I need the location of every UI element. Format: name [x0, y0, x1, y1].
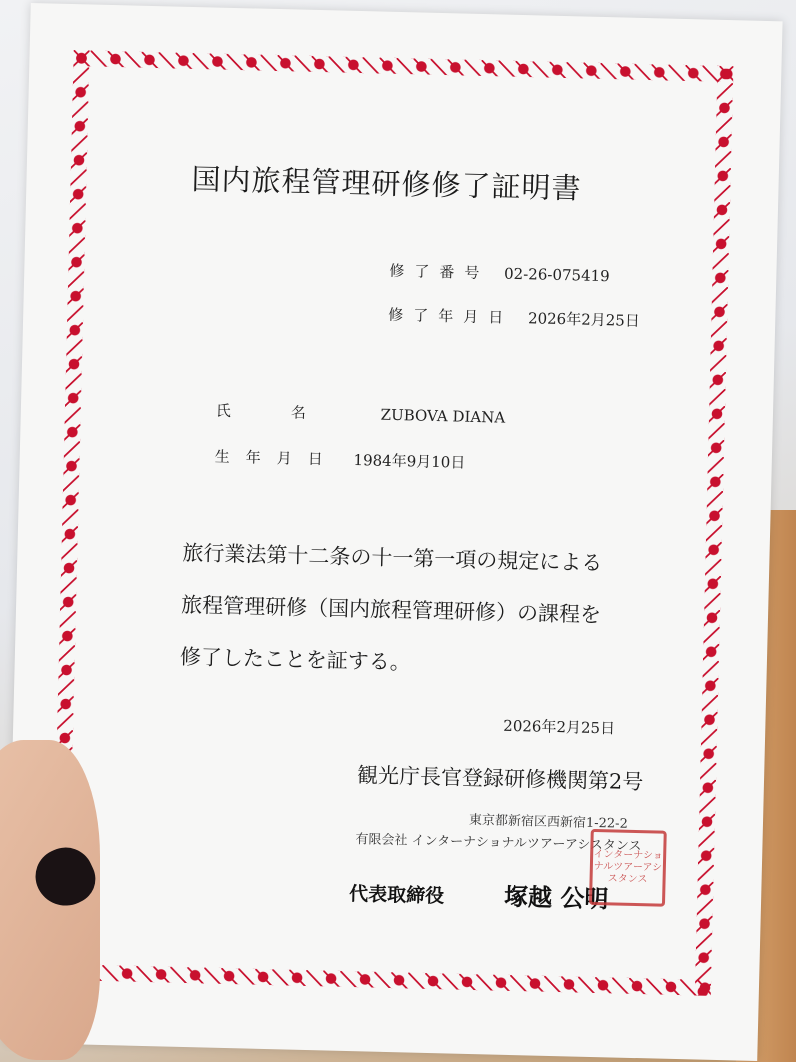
certificate-paper — [5, 3, 782, 1061]
representative-name: 塚越 公明 — [503, 881, 609, 914]
border-right — [695, 66, 734, 996]
company-name: 有限会社 インターナショナルツアーアシスタンス — [355, 832, 642, 855]
issue-date: 2026年2月25日 — [503, 716, 616, 738]
company-seal — [589, 829, 667, 907]
completion-number-row — [389, 260, 610, 286]
completion-number: 02-26-075419 — [503, 264, 610, 286]
representative-title: 代表取締役 — [348, 883, 445, 908]
completion-date: 2026年2月25日 — [527, 309, 641, 330]
certificate-body — [179, 527, 603, 693]
completion-number-label: 修了番号 — [389, 261, 490, 283]
name-label: 氏名 — [215, 401, 367, 424]
completion-date-label: 修了年月日 — [388, 305, 514, 327]
holder-name: ZUBOVA DIANA — [380, 405, 506, 427]
completion-date-row — [388, 304, 640, 331]
body-line-2: 旅程管理研修（国内旅程管理研修）の課程を — [180, 592, 602, 628]
border-top — [73, 50, 733, 82]
body-line-1: 旅行業法第十二条の十一第一項の規定による — [182, 540, 603, 576]
birth-date: 1984年9月10日 — [353, 450, 466, 472]
birth-row — [215, 446, 466, 473]
border-bottom — [51, 964, 711, 996]
organization-address: 東京都新宿区西新宿1-22-2 — [468, 812, 628, 832]
certificate-title: 国内旅程管理研修修了証明書 — [191, 161, 582, 206]
seal-text: インターナショナルツアーアシスタンス — [593, 848, 663, 886]
body-line-3: 修了したことを証する。 — [179, 644, 412, 675]
organization-name: 観光庁長官登録研修機関第2号 — [356, 763, 644, 795]
name-row — [216, 400, 506, 428]
birth-label: 生年月日 — [214, 447, 339, 469]
